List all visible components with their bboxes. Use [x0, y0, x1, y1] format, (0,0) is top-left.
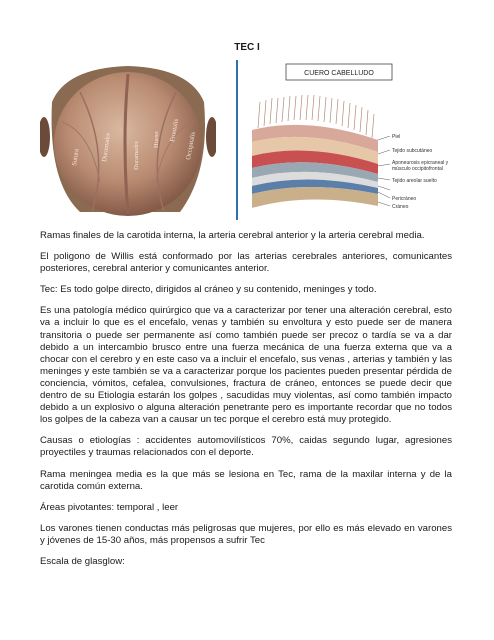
skull-label-hueso: Hueso — [153, 131, 160, 148]
scalp-header: CUERO CABELLUDO — [304, 70, 374, 77]
skull-illustration — [40, 62, 216, 220]
layer-label-pericraneo: Pericráneo — [392, 196, 417, 202]
paragraph: Es una patología médico quirúrgico que va a caracterizar por tener una alteración cerebral, esto va a incluir lo que es el encefalo, venas y también su envoltura y esto puede ser de manera transitoria o puede ser permanente así como también puede ser precoz o tardía se va a dar debido a un intercambio brusco entre una fuerza mecánica de una fuerza externa que va a chocar con el cerebro y en este caso va a incluir el encefalo, sus venas , arterias y también y las meninges y este también se va a caracterizar porque los pacientes pueden presentar pérdida de conciencia, vómitos, cefalea, convulsiones, fractura de cráneo, entonces se puede decir que dentro de su Etiologia estarán los golpes , sacudidas muy violentas, así como también impacto debido a un explosivo o alguna alteración penetrante pero es importante recordar que no todos los golpes de la cabeza van a causar un tec porque el cerebro está muy protegido. — [40, 305, 452, 426]
paragraph: Causas o etiologías : accidentes automovilísticos 70%, caidas segundo lugar, agresiones proyectiles y traumas relacionados con el deporte. — [40, 435, 452, 459]
skull-label-occipitalis: Occipitalis — [185, 131, 197, 161]
skull-label-duramadre-2: Duramadre — [101, 132, 113, 163]
skull-label-duramadre: Duramadre — [133, 140, 140, 170]
layer-label-subcutaneo: Tejido subcutáneo — [392, 148, 433, 154]
paragraph: El poligono de Willis está conformado por las arterias cerebrales anteriores, comunicantes posteriores, cerebral anterior y comunicantes anterior. — [40, 251, 452, 275]
layer-label-areolar: Tejido areolar suelto — [392, 178, 437, 184]
paragraph: Los varones tienen conductas más peligrosas que mujeres, por ello es más elevado en varones y jóvenes de 15-30 años, más propensos a sufrir Tec — [40, 522, 452, 546]
scalp-layers-image — [236, 60, 450, 220]
paragraph: Áreas pivotantes: temporal , leer — [40, 501, 179, 513]
skull-label-sutura: Sutura — [71, 148, 81, 167]
page-title: TEC I — [234, 42, 260, 53]
paragraph: Ramas finales de la carotida interna, la arteria cerebral anterior y la arteria cerebral media. — [40, 230, 425, 241]
skull-dura-image — [40, 62, 216, 220]
skull-label-frontalis: Frontalis — [169, 118, 180, 143]
document-body — [40, 230, 452, 577]
layer-label-musculo: músculo occipitofrontal — [392, 166, 443, 172]
paragraph: Rama meningea media es la que más se lesiona en Tec, rama de la maxilar interna y de la carotida común externa. — [40, 468, 452, 492]
paragraph: Escala de glasglow: — [40, 555, 125, 567]
layer-label-aponeurosis: Aponeurosis epicraneal y — [392, 160, 449, 166]
paragraph: Tec: Es todo golpe directo, dirigidos al cráneo y su contenido, meninges y todo. — [40, 284, 377, 296]
scalp-layers-diagram — [238, 60, 450, 220]
layer-label-piel: Piel — [392, 134, 401, 140]
layer-label-craneo: Cráneo — [392, 204, 409, 210]
